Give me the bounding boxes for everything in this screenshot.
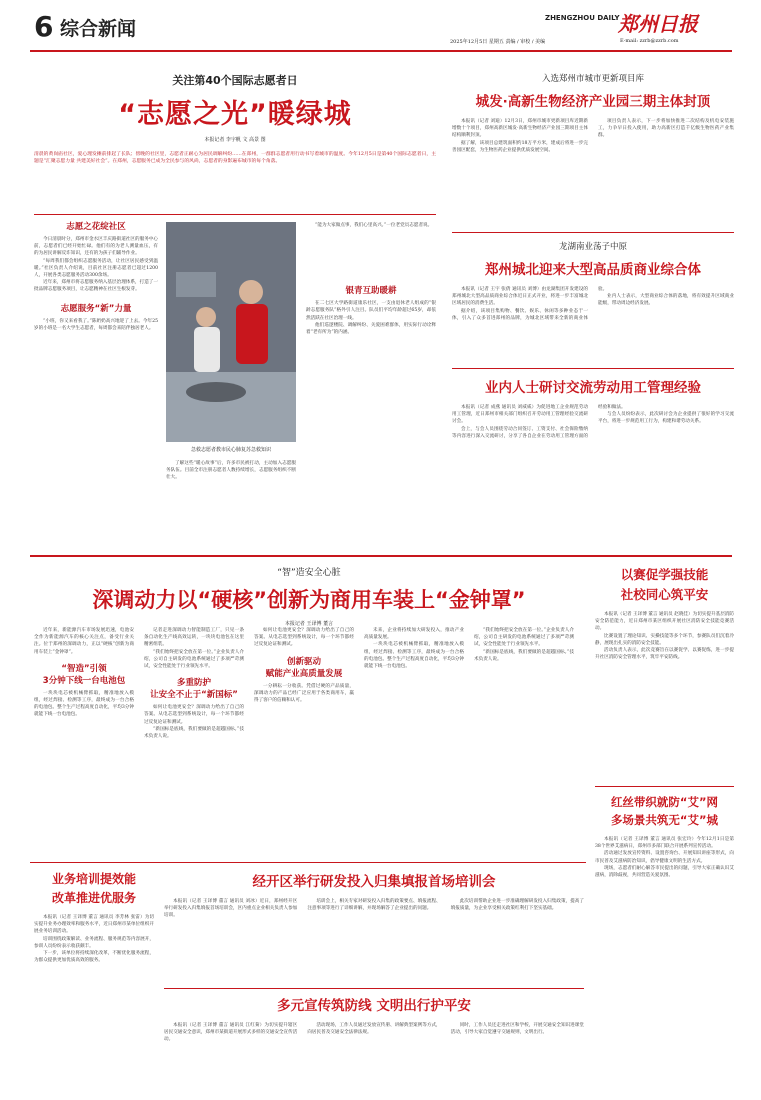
paragraph: 本报讯（记者 王译博 董言 通讯员 刘冰）近日，郑州经开区举行研发投入归集填报首场培训会，区内重点企业相关负责人参加培训。 (164, 899, 298, 919)
article-body (166, 460, 296, 482)
article-kicker: “智”造安全心脏 (277, 568, 341, 578)
paper-logo: 郑州日报 (618, 12, 698, 36)
article-bio-park (452, 72, 734, 232)
article-byline: 本报记者 李宇帆 文 高景 图 (204, 137, 266, 143)
article-headline-line-2: 社校同心筑平安 (620, 587, 709, 602)
article-body (34, 690, 134, 719)
article-body (474, 627, 574, 663)
divider (595, 786, 734, 787)
article-body (34, 318, 158, 332)
paragraph: 一块块电芯被机械臂抓取，精准地放入模组，经过焊接、检测等工序，最终成为一台合格的电池包。整个生产过程高度自动化，平均3分钟就能下线一台电池包。 (364, 642, 464, 670)
paragraph: 项目负责人表示，下一步将加快推进二次结构及机电安装施工，力争早日投入使用，助力高新区打造千亿级生物医药产业集群。 (598, 119, 734, 139)
divider (452, 368, 734, 369)
column-5 (474, 627, 574, 663)
paragraph: 记者走进深调动力智能制造工厂，只见一条条自动化生产线高效运转，一块块电池包在这里精密组装。 (144, 628, 244, 648)
column-2 (144, 627, 244, 740)
article-headline: 经开区举行研发投入归集填报首场培训会 (252, 874, 496, 890)
article-headline: 业内人士研讨交流劳动用工管理经验 (485, 380, 701, 396)
subhead: 志愿之花绽社区 (66, 222, 126, 232)
article-headline: 城发·高新生物经济产业园三期主体封顶 (475, 94, 711, 110)
divider (30, 555, 732, 557)
paragraph: 今日清晨时分，郑州市金水区丰庆路街道社区的服务中心前，志愿者们已经开始忙碌。他们有的为老人测量血压，有的为居民讲解反诈知识，还有的为孩子们辅导作业。 (34, 237, 158, 257)
subhead-line-2: 让安全不止于“新国标” (150, 690, 238, 701)
paragraph: 同时，工作人员还走进社区和学校，开展交通安全知识进课堂活动，引导大家自觉遵守交通规则，文明出行。 (450, 1023, 584, 1036)
article-body (306, 300, 436, 336)
paragraph: 如何让电池更安全？深调动力给出了自己的答案。从电芯选型到系统设计，每一个环节都经过反复论证和测试。 (254, 628, 354, 648)
article-body (164, 1022, 584, 1044)
paragraph: 业内人士表示，大型商业综合体的落地，将有效提升区域商业能级，带动周边经济发展。 (598, 294, 734, 307)
paragraph: 据了解，该项目总建筑面积约18万平方米，建成后将进一步完善园区配套，为生物医药企业提供优质发展空间。 (452, 140, 588, 153)
paragraph: 本报讯（记者 王译博 董言 通讯员 江红菊）为切实提升辖区居民交通安全意识，郑州市某街道开展形式多样的交通安全宣传活动。 (164, 1023, 298, 1043)
email: E-mail: zzrb@zzrb.com (620, 38, 679, 44)
paragraph: 如何让电池更安全？深调动力给出了自己的答案。从电芯选型到系统设计，每一个环节都经过反复论证和测试。 (144, 705, 244, 725)
paragraph: 一块块电芯被机械臂抓取，精准地放入模组，经过焊接、检测等工序，最终成为一台合格的电池包。整个生产过程高度自动化，平均3分钟就能下线一台电池包。 (34, 690, 134, 718)
lead-rule (34, 214, 436, 215)
column-3 (254, 627, 354, 704)
paragraph: “每周我们都会组织志愿服务活动，让社区居民感受到温暖。”社区负责人介绍说，目前社区注册志愿者已超过1200人，开展各类志愿服务活动300余场。 (34, 258, 158, 279)
paragraph: 活动现场，工作人员通过发放宣传册、讲解典型案例等方式，向居民普及交通安全法律法规。 (307, 1023, 441, 1036)
date-line: 2025年12月5日 星期五 责编 / 审校 / 美编 (450, 39, 546, 45)
paragraph: 了解这些“暖心故事”后，许多市民被打动，主动加入志愿服务队伍。目前全市注册志愿者人数持续增长，志愿服务组织不断壮大。 (166, 461, 296, 481)
subhead-line-2: 3分钟下线一台电池包 (42, 675, 126, 686)
article-body (452, 286, 734, 322)
article-training (34, 870, 154, 1085)
column-1 (34, 220, 158, 332)
article-headline: “志愿之光”暖绿城 (118, 99, 352, 130)
page-number: 6 (34, 10, 54, 43)
divider (164, 988, 584, 989)
paragraph: 在二七区大学路街道康乐社区，一支由退休老人组成的“银龄志愿服务队”格外引人注目。队员们平均年龄超过65岁，却依然活跃在社区治理一线。 (306, 301, 436, 321)
article-commerce (452, 240, 734, 360)
paragraph: “能为大家做点事，我们心里高兴。”一位老党员志愿者说。 (315, 223, 433, 228)
paragraph: 本报讯（记者 王宇 张倩 通讯员 刘博）由龙湖集团开发建设的郑州城北大型高品质商业综合体近日正式开业，将进一步丰富城北区域居民的消费生活。 (452, 287, 588, 307)
paragraph: “我们始终把安全放在第一位。”企业负责人介绍，公司自主研发的电池系统通过了多项严苛测试，安全性能处于行业领先水平。 (144, 649, 244, 670)
subhead: 多重防护 (176, 678, 211, 689)
article-headline-line-2: 改革推进优服务 (51, 891, 136, 905)
article-body (34, 627, 134, 656)
article-body (34, 236, 158, 294)
paragraph: 未来，企业将持续加大研发投入，推动产业高质量发展。 (364, 628, 464, 641)
paragraph: “新国标是底线，我们要做的是超越国标。”技术负责人说。 (474, 649, 574, 662)
paragraph: “新国标是底线，我们要做的是超越国标。”技术负责人说。 (144, 726, 244, 740)
paragraph: 本报讯（记者 刘迪）12月3日，郑州市城市更新项目库近期新增数十个项目，郑州高新区城发·高新生物经济产业园三期项目主体结构顺利封顶。 (452, 119, 588, 139)
subhead: 创新驱动 (286, 656, 321, 667)
paragraph: 会上，与会人员围绕劳动合同签订、工资支付、社会保险缴纳等内容进行深入交流研讨，分享了各自企业在劳动用工管理方面的经验和做法。 (452, 405, 626, 439)
article-fire-safety (595, 565, 734, 780)
paragraph: 现场，志愿者们耐心解答市民提出的问题，引导大家正确认识艾滋病，消除歧视，共同营造关爱氛围。 (595, 865, 734, 879)
article-kicker: 龙湖南业荡子中原 (558, 242, 627, 252)
paragraph: 近年来，郑州市将志愿服务纳入基层治理体系，打造了一批品牌志愿服务项目，让志愿精神在社区生根发芽。 (34, 280, 158, 293)
paragraph: 据介绍，该项目集购物、餐饮、娱乐、休闲等多种业态于一体，引入了众多首进郑州的品牌，为城北区域带来全新的商业体验。 (452, 287, 608, 321)
article-body (144, 704, 244, 740)
article-body (364, 627, 464, 670)
news-photo (166, 222, 296, 442)
paragraph: 本报讯（记者 成燕 通讯员 刘威威）为促进地工企业规范劳动用工管理，近日郑州市相关部门组织召开劳动用工管理经验交流研讨会。 (452, 405, 588, 425)
article-traffic (164, 994, 584, 1089)
subhead: 银青互助暖耕 (345, 286, 397, 297)
masthead-rule (30, 50, 732, 52)
article-headline: 红丝带织就防“艾”网 (610, 795, 719, 809)
column-3 (306, 222, 436, 336)
subhead: “智造”引领 (61, 663, 107, 674)
paragraph: 活动负责人表示，此次竞赛旨在以赛促学、以赛促练，进一步提升社区消防安全管理水平，筑牢平安防线。 (595, 648, 734, 661)
column-4 (364, 627, 464, 670)
volunteer-photo-illustration (166, 222, 296, 442)
article-byline: 本报记者 王译博 董言 (284, 621, 334, 627)
column-1 (34, 627, 134, 719)
paragraph: 比赛设置了理论知识、实操技能等多个环节，参赛队员们沉着冷静，展现出扎实的消防安全技能。 (595, 633, 734, 646)
paragraph: 一分耕耘一分收获。凭借过硬的产品质量，深调动力的产品已经广泛应用于各类商用车，赢得了客户的信赖和认可。 (254, 683, 354, 704)
section-title: 综合新闻 (60, 18, 137, 40)
paragraph: 活动通过发放宣传资料、设置咨询台、开展知识讲座等形式，向市民普及艾滋病防治知识，倡导健康文明的生活方式。 (595, 851, 734, 864)
article-kicker: 关注第40个国际志愿者日 (172, 74, 298, 87)
article-battery (34, 565, 584, 855)
article-rd-training (164, 870, 584, 985)
article-headline: 业务培训提效能 (51, 872, 136, 886)
article-body (164, 898, 584, 920)
paragraph: 他们巡逻楼院、调解纠纷、关爱困难群体，用实际行动诠释着“老有所为”的内涵。 (306, 322, 436, 336)
paragraph: 近年来，新能源汽车市场发展迅速，电池安全作为新能源汽车的核心关注点，备受行业关注。位于郑州的深调动力，正以“硬核”创新为商用车装上“金钟罩”。 (34, 628, 134, 655)
article-labor (452, 376, 734, 546)
paragraph: 本报讯（记者 王译博 董言 通讯员 李芳林 张雷）为切实提升业务办理效率和服务水平，近日郑州市某单位组织开展业务培训活动。 (34, 915, 154, 935)
subhead: 志愿服务“新”力量 (60, 303, 132, 314)
paragraph: “我们始终把安全放在第一位。”企业负责人介绍，公司自主研发的电池系统通过了多项严苛测试，安全性能处于行业领先水平。 (474, 628, 574, 648)
paragraph: 本报讯（记者 王译博 董言 通讯员 张宏玲）今年12月1日是第38个世界艾滋病日，郑州市多部门联合开展系列宣传活动。 (595, 837, 734, 850)
article-headline: 多元宣传筑防线 文明出行护平安 (277, 998, 471, 1014)
paragraph: 培训围绕政策解读、业务流程、服务规范等内容展开，参训人员纷纷表示收获颇丰。 (34, 936, 154, 949)
article-headline: 郑州城北迎来大型高品质商业综合体 (485, 262, 701, 278)
article-volunteers (34, 72, 436, 542)
masthead (0, 0, 761, 56)
paragraph: 此次培训帮助企业进一步准确理解研发投入归集政策，提高了填报质量，为企业享受相关政策红利打下坚实基础。 (450, 899, 584, 912)
paragraph: 与会人员纷纷表示，此次研讨会为企业提供了很好的学习交流平台，将进一步规范用工行为，构建和谐劳动关系。 (598, 412, 734, 425)
article-aids (595, 794, 734, 1084)
paragraph: 本报讯（记者 王译博 董言 通讯员 赵晓佳）为切实提升基层消防安全防范能力，近日郑州市某区组织开展社区消防安全技能竞赛活动。 (595, 612, 734, 632)
subhead-line-2: 赋能产业高质量发展 (265, 668, 343, 679)
article-lead: 清晨的黄岗庙社区，爱心理发摊前排起了长队；傍晚的社区里，志愿者正耐心为居民调解纠纷……在郑州，一群群志愿者用行动书写着城市的温度。今年12月5日是第40个国际志愿者日，主题是“汇聚志愿力量 共建美好社会”。在郑州，志愿服务已成为全民参与的风尚，志愿者的身影遍布城市的每个角落。 (34, 152, 436, 165)
article-body (595, 836, 734, 879)
article-headline-line-2: 多场景共筑无“艾”城 (610, 813, 719, 827)
article-body (452, 404, 734, 440)
article-body (254, 627, 354, 649)
article-body (452, 118, 734, 154)
paragraph: “小班，你又来看我了。”陈奶奶高兴地迎了上去。今年25岁的小班是一名大学生志愿者，每周都会来陪伴独居老人。 (34, 318, 158, 331)
divider (452, 232, 734, 233)
paragraph: 下一步，该单位将持续深化改革，不断优化服务流程，为群众提供更加优质高效的服务。 (34, 951, 154, 964)
article-headline: 深调动力以“硬核”创新为商用车装上“金钟罩” (92, 588, 526, 612)
article-body (595, 611, 734, 661)
paragraph: 培训会上，相关专家对研发投入归集的政策要点、填报流程、注意事项等进行了详细讲解，并现场解答了企业提出的问题。 (307, 899, 441, 912)
article-body (306, 222, 436, 229)
article-kicker: 入选郑州市城市更新项目库 (541, 74, 644, 84)
divider (30, 862, 586, 863)
article-body (34, 914, 154, 964)
article-body (254, 683, 354, 705)
article-headline: 以赛促学强技能 (620, 567, 709, 582)
photo-caption: 急救志愿者教市民心肺复苏急救知识 (190, 447, 271, 453)
paper-name-en: ZHENGZHOU DAILY (545, 14, 620, 22)
article-body (144, 627, 244, 670)
